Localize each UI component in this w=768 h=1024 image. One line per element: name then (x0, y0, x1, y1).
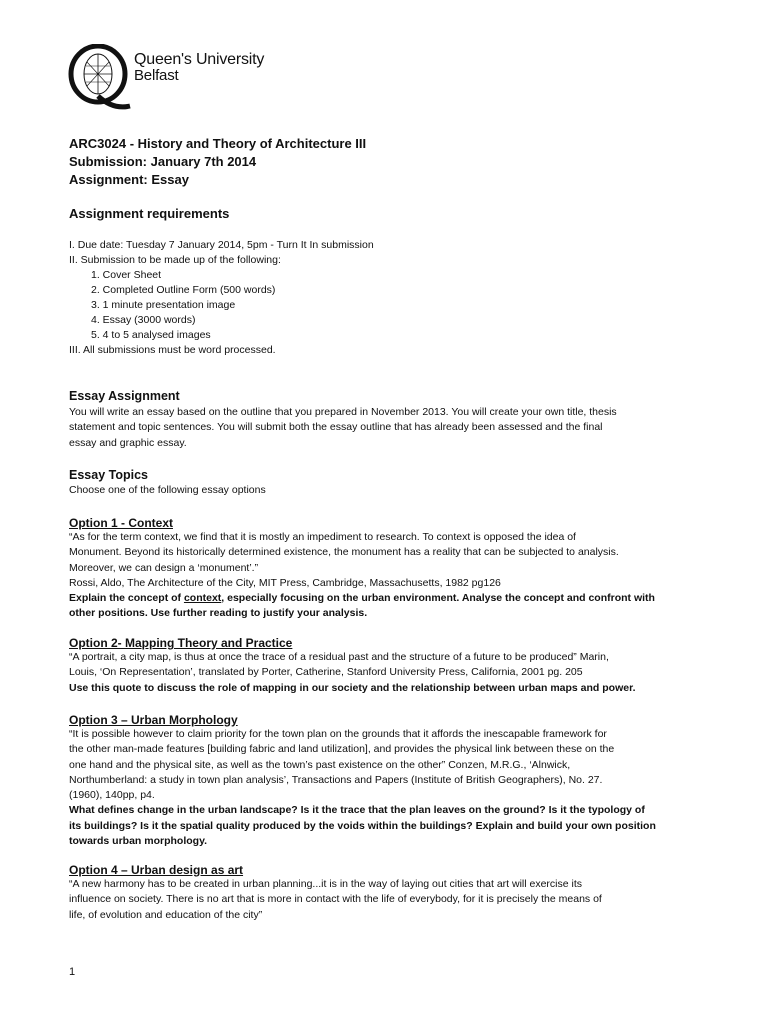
list-item: III. All submissions must be word processed. (69, 344, 276, 356)
quote-line: one hand and the physical site, as well as the town’s past existence on the other” Conzen, M.R.G., ‘Alnwick, (69, 758, 571, 771)
list-item: 1. Cover Sheet (91, 269, 162, 281)
requirements-list (69, 238, 374, 358)
essay-topics-intro: Choose one of the following essay options (69, 484, 266, 496)
quote-line: Moreover, we can design a ‘monument’.” (69, 561, 259, 574)
quote-line: Northumberland: a study in town plan analysis’, Transactions and Papers (Institute of British Geographers), No. 27. (69, 773, 603, 786)
quote-line: (1960), 140pp, p4. (69, 789, 155, 802)
quote-line: “A portrait, a city map, is thus at once the trace of a residual past and the structure of a future to be produced” Marin, (69, 651, 609, 663)
option-1-task (69, 591, 709, 606)
task-keyword-context: context (183, 592, 222, 605)
option-3-task: What defines change in the urban landscape? Is it the trace that the plan leaves on the ground? Is it the typology of (69, 804, 645, 817)
option-3-task: its buildings? Is it the spatial quality produced by the voids within the buildings? Explain and build your own position (69, 819, 656, 832)
list-item: 3. 1 minute presentation image (91, 299, 236, 311)
list-item: I. Due date: Tuesday 7 January 2014, 5pm - Turn It In submission (69, 239, 374, 251)
document-header (69, 135, 366, 189)
option-1-section (69, 516, 709, 622)
quote-line: Louis, ‘On Representation’, translated by Porter, Catherine, Stanford University Press, California, 2001 pg. 205 (69, 666, 583, 679)
quote-line: “As for the term context, we find that it is mostly an impediment to research. To context is opposed the idea of (69, 531, 576, 543)
course-title: ARC3024 - History and Theory of Architecture III (69, 136, 367, 151)
option-3-heading: Option 3 – Urban Morphology (69, 713, 238, 727)
essay-assignment-heading: Essay Assignment (69, 389, 180, 403)
paragraph-line: You will write an essay based on the outline that you prepared in November 2013. You will create your own title, thesis (69, 406, 617, 418)
essay-topics-section (69, 468, 709, 498)
list-item: 2. Completed Outline Form (500 words) (91, 284, 276, 296)
option-3-section (69, 713, 709, 849)
option-1-heading: Option 1 - Context (69, 516, 173, 530)
citation-line: Rossi, Aldo, The Architecture of the City, MIT Press, Cambridge, Massachusetts, 1982 pg126 (69, 576, 501, 589)
task-text: Explain the concept of (69, 592, 184, 605)
option-4-section (69, 863, 709, 923)
option-1-task-cont: other positions. Use further reading to justify your analysis. (69, 607, 368, 620)
essay-topics-heading: Essay Topics (69, 468, 148, 482)
page-number: 1 (69, 966, 76, 978)
assignment-type: Assignment: Essay (69, 172, 189, 187)
quote-line: “It is possible however to claim priority for the town plan on the grounds that it affords the inescapable framework for (69, 728, 607, 740)
option-2-task: Use this quote to discuss the role of mapping in our society and the relationship between urban maps and power. (69, 681, 636, 694)
list-item: 4. Essay (3000 words) (91, 314, 196, 326)
essay-assignment-section (69, 389, 709, 451)
crest-q-icon (68, 44, 138, 114)
quote-line: Monument. Beyond its historically determined existence, the monument has a reality that can be subjected to analysis. (69, 546, 619, 559)
quote-line: “A new harmony has to be created in urban planning...it is in the way of laying out cities that art will exercise its (69, 878, 583, 890)
logo-wordmark (134, 52, 264, 84)
requirements-heading: Assignment requirements (69, 206, 230, 221)
option-2-heading: Option 2- Mapping Theory and Practice (69, 636, 293, 650)
paragraph-line: essay and graphic essay. (69, 436, 187, 449)
list-item: 5. 4 to 5 analysed images (91, 329, 211, 341)
quote-line: influence on society. There is no art that is more in contact with the life of everybody, for it is precisely the means of (69, 893, 602, 906)
option-3-task: towards urban morphology. (69, 835, 208, 848)
paragraph-line: statement and topic sentences. You will submit both the essay outline that has already been assessed and the final (69, 421, 603, 434)
logo-city: Belfast (134, 67, 179, 84)
submission-date: Submission: January 7th 2014 (69, 154, 257, 169)
option-2-section (69, 636, 709, 696)
quote-line: the other man-made features [building fabric and land utilization], and provides the physical link between these on the (69, 743, 615, 756)
option-4-heading: Option 4 – Urban design as art (69, 863, 244, 877)
logo-university-name: Queen's University (134, 51, 265, 68)
list-item: II. Submission to be made up of the following: (69, 254, 281, 266)
task-text: , especially focusing on the urban environment. Analyse the concept and confront with (221, 592, 655, 605)
quote-line: life, of evolution and education of the city” (69, 908, 263, 921)
university-logo (68, 44, 288, 112)
